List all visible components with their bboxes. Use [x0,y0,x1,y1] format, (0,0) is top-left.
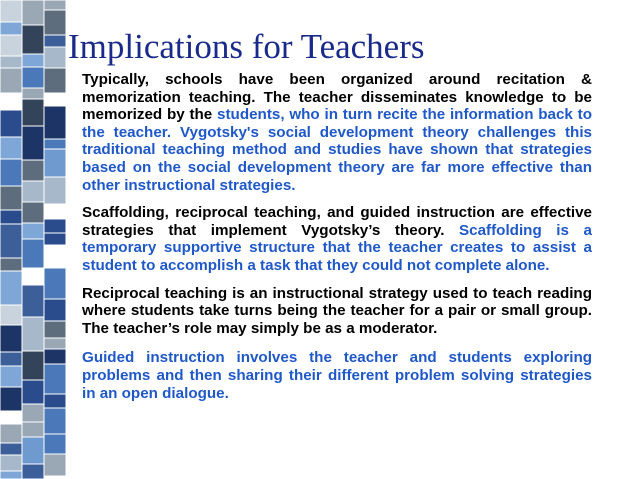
decorative-tile [44,10,66,35]
decorative-tile [44,349,66,364]
decorative-tile [0,0,22,22]
paragraph-reciprocal-teaching [82,285,592,338]
decorative-tile [22,67,44,88]
decorative-tile [0,271,22,305]
decorative-tile [44,219,66,233]
decorative-tile [44,106,66,139]
decorative-tile [44,47,66,68]
decorative-tile [0,471,22,479]
decorative-tile [44,434,66,454]
decorative-tile [0,443,22,455]
decorative-tile [22,464,44,479]
decorative-tile [22,181,44,202]
decorative-tile [0,210,22,224]
decorative-tile [0,305,22,325]
decorative-tile [22,223,44,239]
paragraph-text: Reciprocal teaching is an instructional strategy used to teach reading where students take turns being the teacher for a pair or small group. The teacher’s role may simply be as a moderator. [82,284,592,337]
decorative-tile [22,404,44,422]
decorative-tile [22,437,44,464]
decorative-tile [44,233,66,245]
decorative-tile [22,88,44,99]
decorative-tile [22,285,44,317]
decorative-tile [0,411,22,424]
decorative-tile [0,35,22,56]
paragraph-highlight: students, who in turn recite the information back to the teacher. Vygotsky's social development theory challenges this traditional teaching method and studies have shown that strategies based on the social development theory are far more effective than other instructional strategies. [82,106,593,194]
decorative-tile [44,454,66,476]
decorative-tile [0,352,22,366]
decorative-tile [22,160,44,181]
paragraph-text: Scaffolding, reciprocal teaching, and guided instruction are effective strategies that implement Vygotsky’s theory. [82,204,592,239]
decorative-tile [0,387,22,411]
decorative-tile [22,422,44,437]
decorative-tile [22,25,44,54]
decorative-tile [44,35,66,47]
decorative-tile [44,321,66,338]
decorative-tile [22,99,44,126]
decorative-tile [44,68,66,93]
decorative-tile [0,186,22,210]
decorative-tile [44,204,66,219]
decorative-tile [22,380,44,404]
decorative-tile [44,93,66,106]
decorative-tile [0,455,22,471]
paragraph-guided-instruction [82,349,592,402]
decorative-tile-strip [0,0,66,479]
decorative-tile [22,317,44,351]
decorative-tile [44,139,66,149]
decorative-tile [0,224,22,258]
decorative-tile [44,394,66,408]
paragraph-highlight: Scaffolding is a temporary supportive structure that the teacher creates to assist a student to accomplish a task that they could not complete alone. [82,221,592,274]
decorative-tile [0,424,22,443]
slide-title: Implications for Teachers [68,27,425,66]
decorative-tile [0,137,22,159]
decorative-tile [44,245,66,268]
paragraph-scaffolding [82,204,592,274]
decorative-tile [44,177,66,204]
decorative-tile [22,54,44,67]
decorative-tile [22,239,44,268]
decorative-tile [0,22,22,35]
decorative-tile [0,93,22,110]
decorative-tile [0,325,22,352]
decorative-tile [44,408,66,434]
decorative-tile [22,268,44,285]
decorative-tile [22,0,44,25]
decorative-tile [22,202,44,223]
paragraph-recitation [82,71,592,194]
decorative-tile [44,0,66,10]
decorative-tile [22,351,44,380]
decorative-tile [44,149,66,177]
decorative-tile [44,364,66,394]
decorative-tile [44,299,66,321]
slide-body [82,71,592,412]
decorative-tile [0,56,22,68]
paragraph-text: Typically, schools have been organized around recitation & memorization teaching. The teacher disseminates knowledge to be memorized by the [82,71,592,124]
decorative-tile [0,159,22,186]
decorative-tile [0,68,22,93]
paragraph-highlight: Guided instruction involves the teacher and students exploring problems and then sharing their different problem solving strategies in an open dialogue. [82,349,592,402]
decorative-tile [44,338,66,349]
decorative-tile [0,366,22,387]
decorative-tile [0,258,22,271]
decorative-tile [0,110,22,137]
decorative-tile [22,126,44,160]
decorative-tile [44,268,66,299]
